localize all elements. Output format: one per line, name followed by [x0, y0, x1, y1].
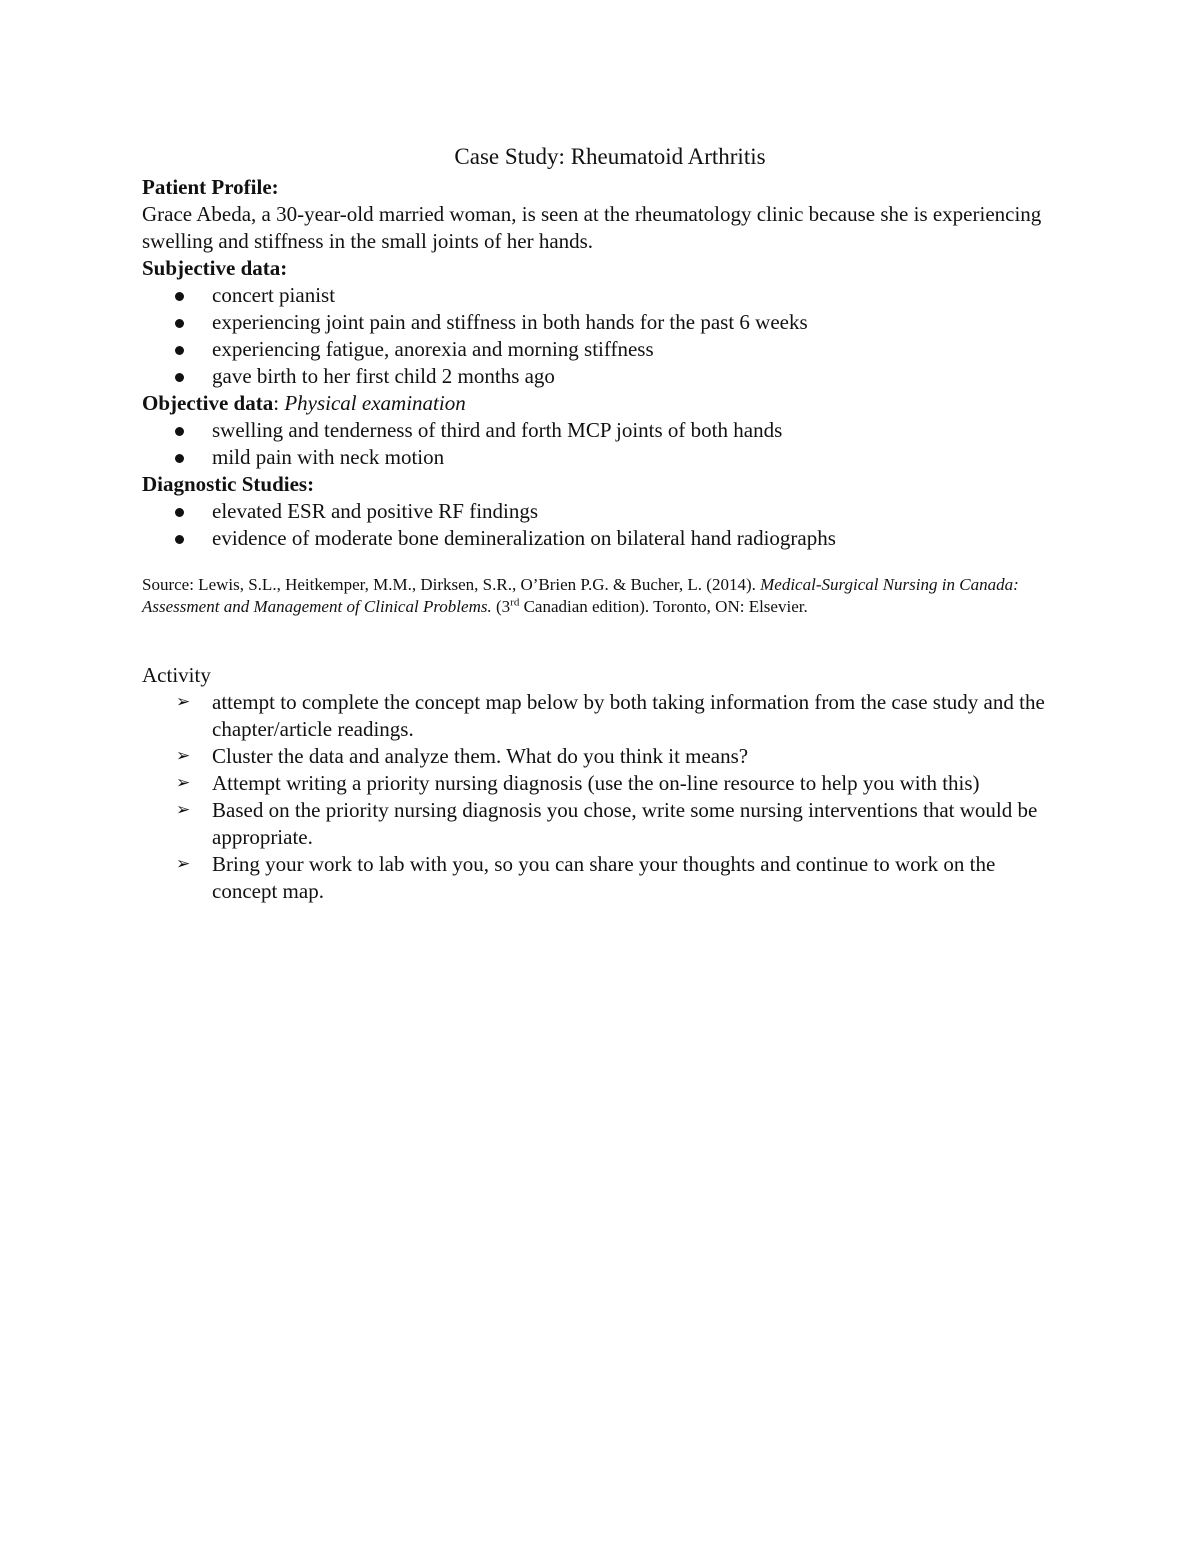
arrow-bullet-icon: ➢ [176, 773, 191, 793]
list-item-text: Attempt writing a priority nursing diagnosis (use the on-line resource to help you with this) [212, 771, 980, 795]
list-item [142, 336, 1072, 363]
list-item [142, 282, 1072, 309]
objective-data-list [142, 417, 1072, 471]
source-edition-sup: rd [510, 596, 520, 609]
list-item-text: elevated ESR and positive RF findings [212, 499, 539, 523]
document-page [142, 140, 1072, 905]
list-item [142, 498, 1072, 525]
patient-profile-heading: Patient Profile: [142, 175, 279, 199]
list-item [142, 525, 1072, 552]
bullet-icon [175, 535, 184, 544]
list-item-text: mild pain with neck motion [212, 445, 445, 469]
activity-list [142, 689, 1072, 905]
source-edition-rest: Canadian edition). Toronto, ON: Elsevier. [519, 597, 808, 616]
list-item-text: evidence of moderate bone demineralization on bilateral hand radiographs [212, 526, 836, 550]
list-item-text: Based on the priority nursing diagnosis you chose, write some nursing interventions that would be appropriate. [212, 798, 1038, 849]
arrow-bullet-icon: ➢ [176, 746, 191, 766]
bullet-icon [175, 292, 184, 301]
list-item-text: gave birth to her first child 2 months ago [212, 364, 555, 388]
list-item-text: concert pianist [212, 283, 336, 307]
source-citation [142, 574, 1022, 618]
arrow-bullet-icon: ➢ [176, 692, 191, 712]
list-item-text: attempt to complete the concept map below by both taking information from the case study and the chapter/article readings. [212, 690, 1045, 741]
patient-profile-text: Grace Abeda, a 30-year-old married woman, is seen at the rheumatology clinic because she is experiencing swelling and stiffness in the small joints of her hands. [142, 202, 1042, 253]
source-prefix: Source: Lewis, S.L., Heitkemper, M.M., Dirksen, S.R., O’Brien P.G. & Bucher, L. (2014). [142, 575, 761, 594]
objective-data-heading [142, 390, 1072, 417]
bullet-icon [175, 427, 184, 436]
list-item-text: Cluster the data and analyze them. What do you think it means? [212, 744, 749, 768]
list-item [142, 309, 1072, 336]
diagnostic-studies-heading: Diagnostic Studies: [142, 472, 315, 496]
source-book-title: Medical-Surgical Nursing in Canada: Assessment and Management of Clinical Problems. [142, 575, 1019, 616]
bullet-icon [175, 454, 184, 463]
objective-data-subheading: Physical examination [284, 391, 466, 415]
page-title: Case Study: Rheumatoid Arthritis [454, 144, 766, 169]
bullet-icon [175, 319, 184, 328]
list-item [142, 417, 1072, 444]
list-item [142, 797, 1062, 851]
objective-data-separator: : [273, 391, 285, 415]
objective-data-label: Objective data [142, 391, 274, 415]
bullet-icon [175, 373, 184, 382]
list-item [142, 770, 1062, 797]
list-item [142, 444, 1072, 471]
bullet-icon [175, 508, 184, 517]
subjective-data-list [142, 282, 1072, 390]
arrow-bullet-icon: ➢ [176, 800, 191, 820]
list-item-text: experiencing joint pain and stiffness in both hands for the past 6 weeks [212, 310, 808, 334]
arrow-bullet-icon: ➢ [176, 854, 191, 874]
list-item [142, 851, 1062, 905]
subjective-data-heading: Subjective data: [142, 256, 288, 280]
bullet-icon [175, 346, 184, 355]
diagnostic-studies-list [142, 498, 1072, 552]
list-item [142, 689, 1062, 743]
list-item-text: Bring your work to lab with you, so you can share your thoughts and continue to work on the concept map. [212, 852, 996, 903]
list-item-text: experiencing fatigue, anorexia and morning stiffness [212, 337, 654, 361]
list-item [142, 743, 1062, 770]
source-edition-open: (3 [491, 597, 511, 616]
list-item [142, 363, 1072, 390]
list-item-text: swelling and tenderness of third and forth MCP joints of both hands [212, 418, 783, 442]
activity-heading: Activity [142, 663, 211, 687]
